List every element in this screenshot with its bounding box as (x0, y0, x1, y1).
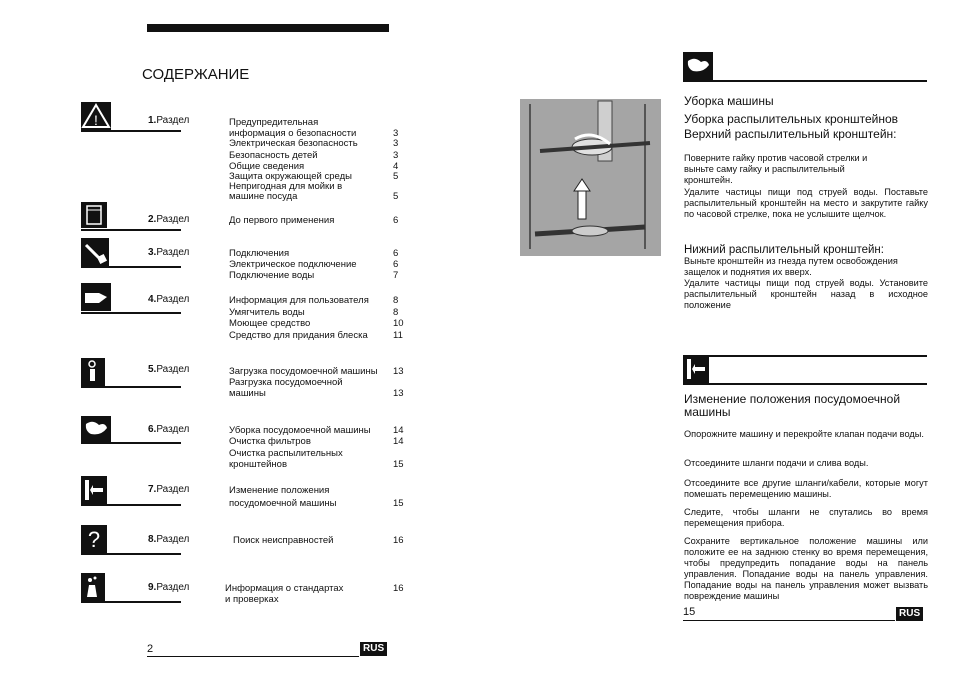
toc-entry[interactable]: Безопасность детей (229, 150, 318, 161)
toc-entry[interactable]: Очистка фильтров (229, 436, 311, 447)
toc-page: 15 (393, 498, 404, 509)
toc-entry[interactable]: Непригодная для мойки в (229, 181, 343, 192)
toc-entry[interactable]: Разгрузка посудомоечной (229, 377, 343, 388)
page-number: 15 (683, 606, 696, 618)
section-rule (81, 312, 181, 314)
section-8-label: 8.Раздел (148, 534, 190, 545)
toc-entry[interactable]: Средство для придания блеска (229, 330, 368, 341)
move-icon (81, 476, 107, 504)
toc-entry[interactable]: Умягчитель воды (229, 307, 305, 318)
section-rule (81, 504, 181, 506)
section-7-label: 7.Раздел (148, 484, 190, 495)
toc-page: 16 (393, 535, 404, 546)
page-number: 2 (147, 643, 154, 655)
cleaning-icon (81, 416, 111, 442)
toc-entry[interactable]: До первого применения (229, 215, 335, 226)
section-rule (683, 355, 927, 357)
toc-page: 13 (393, 388, 404, 399)
toc-page: 8 (393, 307, 399, 318)
toc-entry[interactable]: машине посуда (229, 191, 298, 202)
section-rule (81, 266, 181, 268)
svg-text:?: ? (87, 527, 101, 552)
spray-arm-illustration (520, 99, 661, 256)
toc-entry[interactable]: Информация о стандартах (225, 583, 344, 594)
toc-entry[interactable]: машины (229, 388, 266, 399)
toc-page: 6 (393, 248, 399, 259)
toc-page: 11 (393, 330, 403, 341)
loading-icon (81, 358, 105, 386)
section-3-label: 3.Раздел (148, 247, 190, 258)
toc-page: 3 (393, 128, 399, 139)
toc-page: 14 (393, 425, 404, 436)
warning-triangle-icon (81, 102, 111, 130)
footer-rule (147, 656, 359, 657)
section-rule (683, 80, 927, 82)
footer-rule (683, 620, 895, 621)
paragraph: Следите, чтобы шланги не спутались во время перемещения прибора. (684, 507, 928, 528)
toc-page: 14 (393, 436, 404, 447)
section-rule (81, 601, 181, 603)
paragraph: Выньте кронштейн из гнезда путем освобождения защелок и поднятия их вверх. (684, 256, 898, 277)
standards-icon (81, 573, 105, 601)
toc-entry[interactable]: информация о безопасности (229, 128, 357, 139)
svg-text:!: ! (94, 112, 98, 128)
toc-entry[interactable]: посудомоечной машины (229, 498, 337, 509)
toc-page: 8 (393, 295, 399, 306)
question-icon (81, 525, 107, 553)
paragraph: Удалите частицы пищи под струей воды. Поставьте распылительный кронштейн на место и закрутите гайку по часовой стрелке, пока не услышите щелчок. (684, 187, 928, 219)
toc-entry[interactable]: Уборка посудомоечной машины (229, 425, 371, 436)
toc-entry[interactable]: и проверках (225, 594, 279, 605)
toc-page: 3 (393, 150, 399, 161)
toc-entry[interactable]: Электрическое подключение (229, 259, 357, 270)
toc-entry[interactable]: Изменение положения (229, 485, 330, 496)
section-2-label: 2.Раздел (148, 214, 190, 225)
paragraph: Удалите частицы пищи под струей воды. Установите распылительный кронштейн назад в исходное положение (684, 278, 928, 310)
paragraph: Сохраните вертикальное положение машины или положите ее на заднюю стенку во время перемещения, чтобы предупредить попадание воды на панель управления. Попадание воды на панель управления. Попадание воды на панель управления может вызвать повреждение машины (684, 536, 928, 601)
move-icon (683, 355, 709, 383)
toc-entry[interactable]: Подключение воды (229, 270, 315, 281)
toc-entry[interactable]: Подключения (229, 248, 290, 259)
paragraph: Отсоедините шланги подачи и слива воды. (684, 458, 869, 468)
toc-page: 6 (393, 259, 399, 270)
toc-page: 5 (393, 171, 399, 182)
toc-entry[interactable]: Моющее средство (229, 318, 311, 329)
toc-page: 13 (393, 366, 404, 377)
hand-icon (81, 283, 111, 311)
section-subheading: Уборка распылительных кронштейнов (684, 112, 899, 126)
toc-page: 7 (393, 270, 399, 281)
appliance-icon (81, 202, 107, 228)
wrench-icon (81, 238, 109, 266)
section-heading: Изменение положения посудомоечной машины (684, 392, 901, 419)
toc-entry[interactable]: Информация для пользователя (229, 295, 369, 306)
section-rule (81, 386, 181, 388)
section-rule (683, 383, 927, 385)
lower-arm-title: Нижний распылительный кронштейн: (684, 244, 884, 256)
toc-entry[interactable]: Электрическая безопасность (229, 138, 358, 149)
toc-entry[interactable]: Общие сведения (229, 161, 305, 172)
toc-page: 4 (393, 161, 399, 172)
toc-page: 10 (393, 318, 404, 329)
cleaning-icon (683, 52, 713, 80)
toc-page: 16 (393, 583, 404, 594)
section-rule (81, 553, 181, 555)
page-title: СОДЕРЖАНИЕ (142, 66, 250, 83)
paragraph: Отсоедините все другие шланги/кабели, которые могут помешать перемещению машины. (684, 478, 928, 499)
toc-entry[interactable]: Очистка распылительных (229, 448, 343, 459)
language-badge: RUS (896, 607, 923, 621)
upper-arm-title: Верхний распылительный кронштейн: (684, 127, 897, 141)
section-rule (81, 130, 181, 132)
language-badge: RUS (360, 642, 387, 656)
toc-page: 5 (393, 191, 399, 202)
section-5-label: 5.Раздел (148, 364, 190, 375)
paragraph: Опорожните машину и перекройте клапан подачи воды. (684, 429, 924, 439)
top-rule (147, 24, 389, 32)
toc-entry[interactable]: Защита окружающей среды (229, 171, 352, 182)
section-rule (81, 442, 181, 444)
section-1-label: 1.Раздел (148, 115, 190, 126)
toc-entry[interactable]: кронштейнов (229, 459, 288, 470)
toc-page: 3 (393, 138, 399, 149)
section-6-label: 6.Раздел (148, 424, 190, 435)
toc-page: 6 (393, 215, 399, 226)
section-4-label: 4.Раздел (148, 294, 190, 305)
paragraph: Поверните гайку против часовой стрелки и выньте саму гайку и распылительный кронштейн. (684, 153, 868, 185)
section-9-label: 9.Раздел (148, 582, 190, 593)
toc-page: 15 (393, 459, 404, 470)
toc-entry[interactable]: Поиск неисправностей (233, 535, 334, 546)
toc-entry[interactable]: Предупредительная (229, 117, 319, 128)
section-heading: Уборка машины (684, 94, 774, 108)
toc-entry[interactable]: Загрузка посудомоечной машины (229, 366, 378, 377)
section-rule (81, 229, 181, 231)
